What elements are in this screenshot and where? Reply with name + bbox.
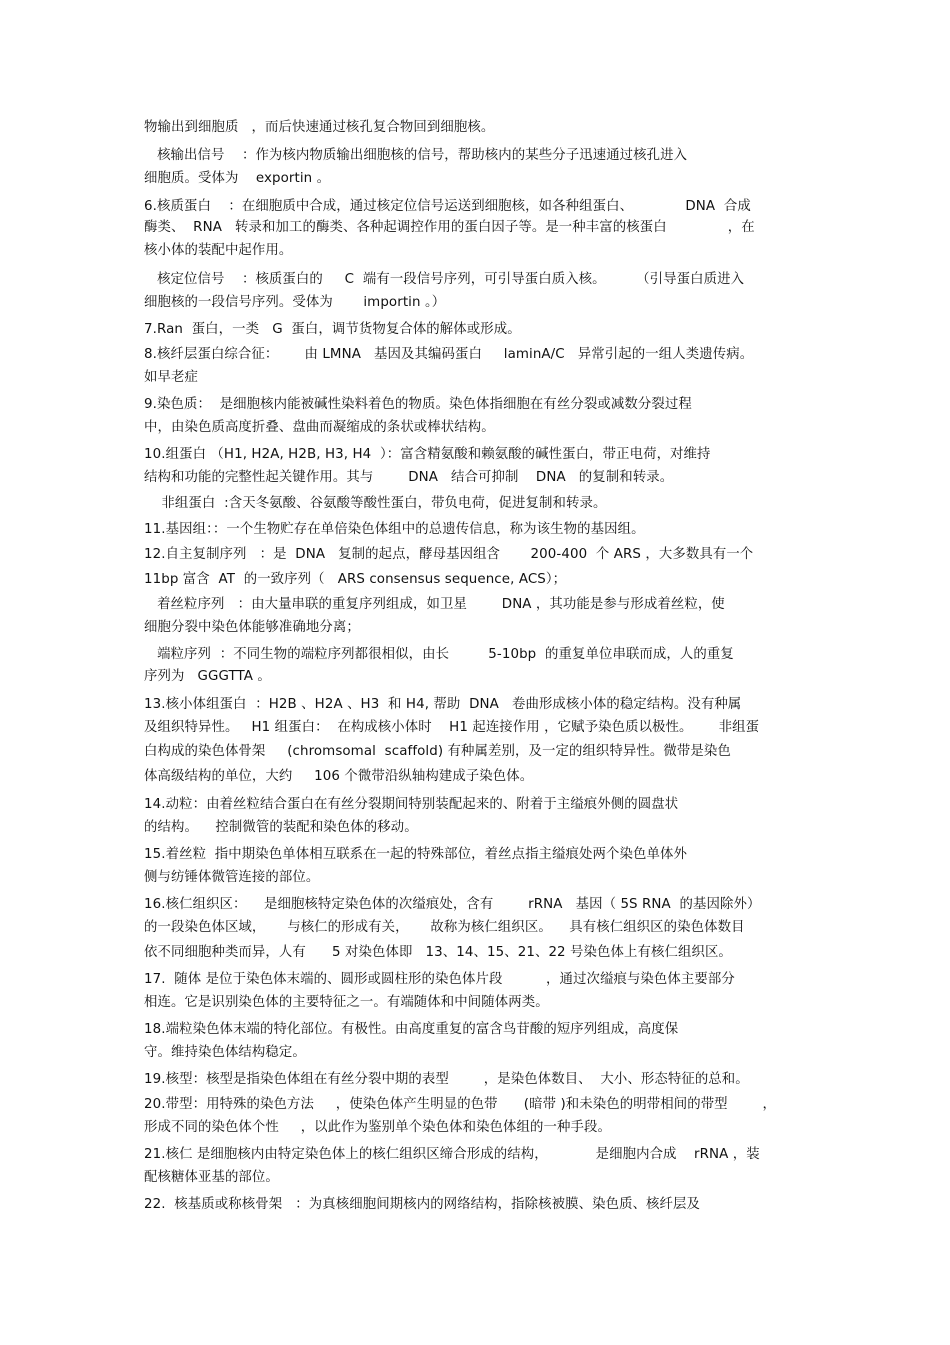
- text-line: 依不同细胞种类而异，人有 5 对染色体即 13、14、15、21、22 号染色体上有核仁组织区。: [144, 945, 732, 960]
- text-line: 中，由染色质高度折叠、盘曲而凝缩成的条状或棒状结构。: [144, 420, 495, 435]
- text-line: 细胞分裂中染色体能够准确地分离；: [144, 620, 360, 635]
- text-line: 8.核纤层蛋白综合征： 由 LMNA 基因及其编码蛋白 laminA/C 异常引起的一组人类遗传病。: [144, 347, 754, 362]
- text-line: 11.基因组：：一个生物贮存在单倍染色体组中的总遗传信息，称为该生物的基因组。: [144, 522, 645, 537]
- text-line: 结构和功能的完整性起关键作用。其与 DNA 结合可抑制 DNA 的复制和转录。: [144, 470, 674, 485]
- text-line: 14.动粒：由着丝粒结合蛋白在有丝分裂期间特别装配起来的、附着于主缢痕外侧的圆盘状: [144, 797, 679, 812]
- text-line: 12.自主复制序列 ：是 DNA 复制的起点，酵母基因组含 200-400 个 ARS ，大多数具有一个: [144, 547, 754, 562]
- text-line: 7.Ran 蛋白，一类 G 蛋白，调节货物复合体的解体或形成。: [144, 322, 521, 337]
- text-line: 体高级结构的单位，大约 106 个微带沿纵轴构建成子染色体。: [144, 769, 534, 784]
- text-line: 非组蛋白 :含天冬氨酸、谷氨酸等酸性蛋白，带负电荷，促进复制和转录。: [144, 496, 607, 511]
- text-line: 10.组蛋白 （H1, H2A, H2B, H3, H4 ）：富含精氨酸和赖氨酸的碱性蛋白，带正电荷，对维持: [144, 447, 711, 462]
- text-line: 端粒序列 ：不同生物的端粒序列都很相似，由长 5-10bp 的重复单位串联而成，人的重复: [144, 647, 734, 662]
- text-line: 核定位信号 ：核质蛋白的 C 端有一段信号序列，可引导蛋白质入核。 （引导蛋白质进入: [144, 272, 745, 287]
- text-line: 核输出信号 ：作为核内物质输出细胞核的信号，帮助核内的某些分子迅速通过核孔进入: [144, 148, 688, 163]
- text-line: 20.带型：用特殊的染色方法 ，使染色体产生明显的色带 (暗带 )和未染色的明带相间的带型 ，: [144, 1097, 777, 1112]
- text-line: 着丝粒序列 ：由大量串联的重复序列组成，如卫星 DNA ，其功能是参与形成着丝粒，使: [144, 597, 725, 612]
- text-line: 细胞核的一段信号序列。受体为 importin 。）: [144, 295, 446, 310]
- text-line: 相连。它是识别染色体的主要特征之一。有端随体和中间随体两类。: [144, 995, 549, 1010]
- text-line: 序列为 GGGTTA 。: [144, 669, 271, 684]
- text-line: 侧与纺锤体微管连接的部位。: [144, 870, 320, 885]
- text-line: 细胞质。受体为 exportin 。: [144, 171, 331, 186]
- text-line: 15.着丝粒 指中期染色单体相互联系在一起的特殊部位，着丝点指主缢痕处两个染色单体外: [144, 847, 687, 862]
- text-line: 19.核型：核型是指染色体组在有丝分裂中期的表型 ，是染色体数目、 大小、形态特征的总和。: [144, 1072, 749, 1087]
- text-line: 物输出到细胞质 ，而后快速通过核孔复合物回到细胞核。: [144, 120, 495, 135]
- text-line: 的结构。 控制微管的装配和染色体的移动。: [144, 820, 418, 835]
- text-line: 如早老症: [144, 370, 198, 385]
- text-line: 的一段染色体区域， 与核仁的形成有关， 故称为核仁组织区。 具有核仁组织区的染色体数目: [144, 920, 745, 935]
- text-line: 守。维持染色体结构稳定。: [144, 1045, 306, 1060]
- text-line: 酶类、 RNA 转录和加工的酶类、各种起调控作用的蛋白因子等。是一种丰富的核蛋白 ，在: [144, 220, 755, 235]
- text-line: 6.核质蛋白 ：在细胞质中合成，通过核定位信号运送到细胞核，如各种组蛋白、 DNA 合成: [144, 199, 751, 214]
- text-line: 18.端粒染色体末端的特化部位。有极性。由高度重复的富含鸟苷酸的短序列组成，高度保: [144, 1022, 679, 1037]
- text-line: 16.核仁组织区： 是细胞核特定染色体的次缢痕处，含有 rRNA 基因（ 5S RNA 的基因除外）: [144, 897, 761, 912]
- text-line: 核小体的装配中起作用。: [144, 243, 293, 258]
- text-line: 白构成的染色体骨架 (chromsomal scaffold) 有种属差别，及一定的组织特异性。微带是染色: [144, 744, 731, 759]
- text-line: 形成不同的染色体个性 ，以此作为鉴别单个染色体和染色体组的一种手段。: [144, 1120, 611, 1135]
- text-line: 21.核仁 是细胞核内由特定染色体上的核仁组织区缔合形成的结构， 是细胞内合成 rRNA ，装: [144, 1147, 760, 1162]
- text-line: 17. 随体 是位于染色体末端的、圆形或圆柱形的染色体片段 ，通过次缢痕与染色体主要部分: [144, 972, 735, 987]
- text-line: 11bp 富含 AT 的一致序列（ ARS consensus sequence, ACS）；: [144, 572, 567, 587]
- text-line: 13.核小体组蛋白 ：H2B 、H2A 、H3 和 H4, 帮助 DNA 卷曲形成核小体的稳定结构。没有种属: [144, 697, 742, 712]
- text-line: 9.染色质： 是细胞核内能被碱性染料着色的物质。染色体指细胞在有丝分裂或减数分裂过程: [144, 397, 692, 412]
- text-line: 配核糖体亚基的部位。: [144, 1170, 279, 1185]
- text-line: 22. 核基质或称核骨架 ：为真核细胞间期核内的网络结构，指除核被膜、染色质、核纤层及: [144, 1197, 701, 1212]
- text-line: 及组织特异性。 H1 组蛋白： 在构成核小体时 H1 起连接作用 ，它赋予染色质以极性。 非组蛋: [144, 720, 760, 735]
